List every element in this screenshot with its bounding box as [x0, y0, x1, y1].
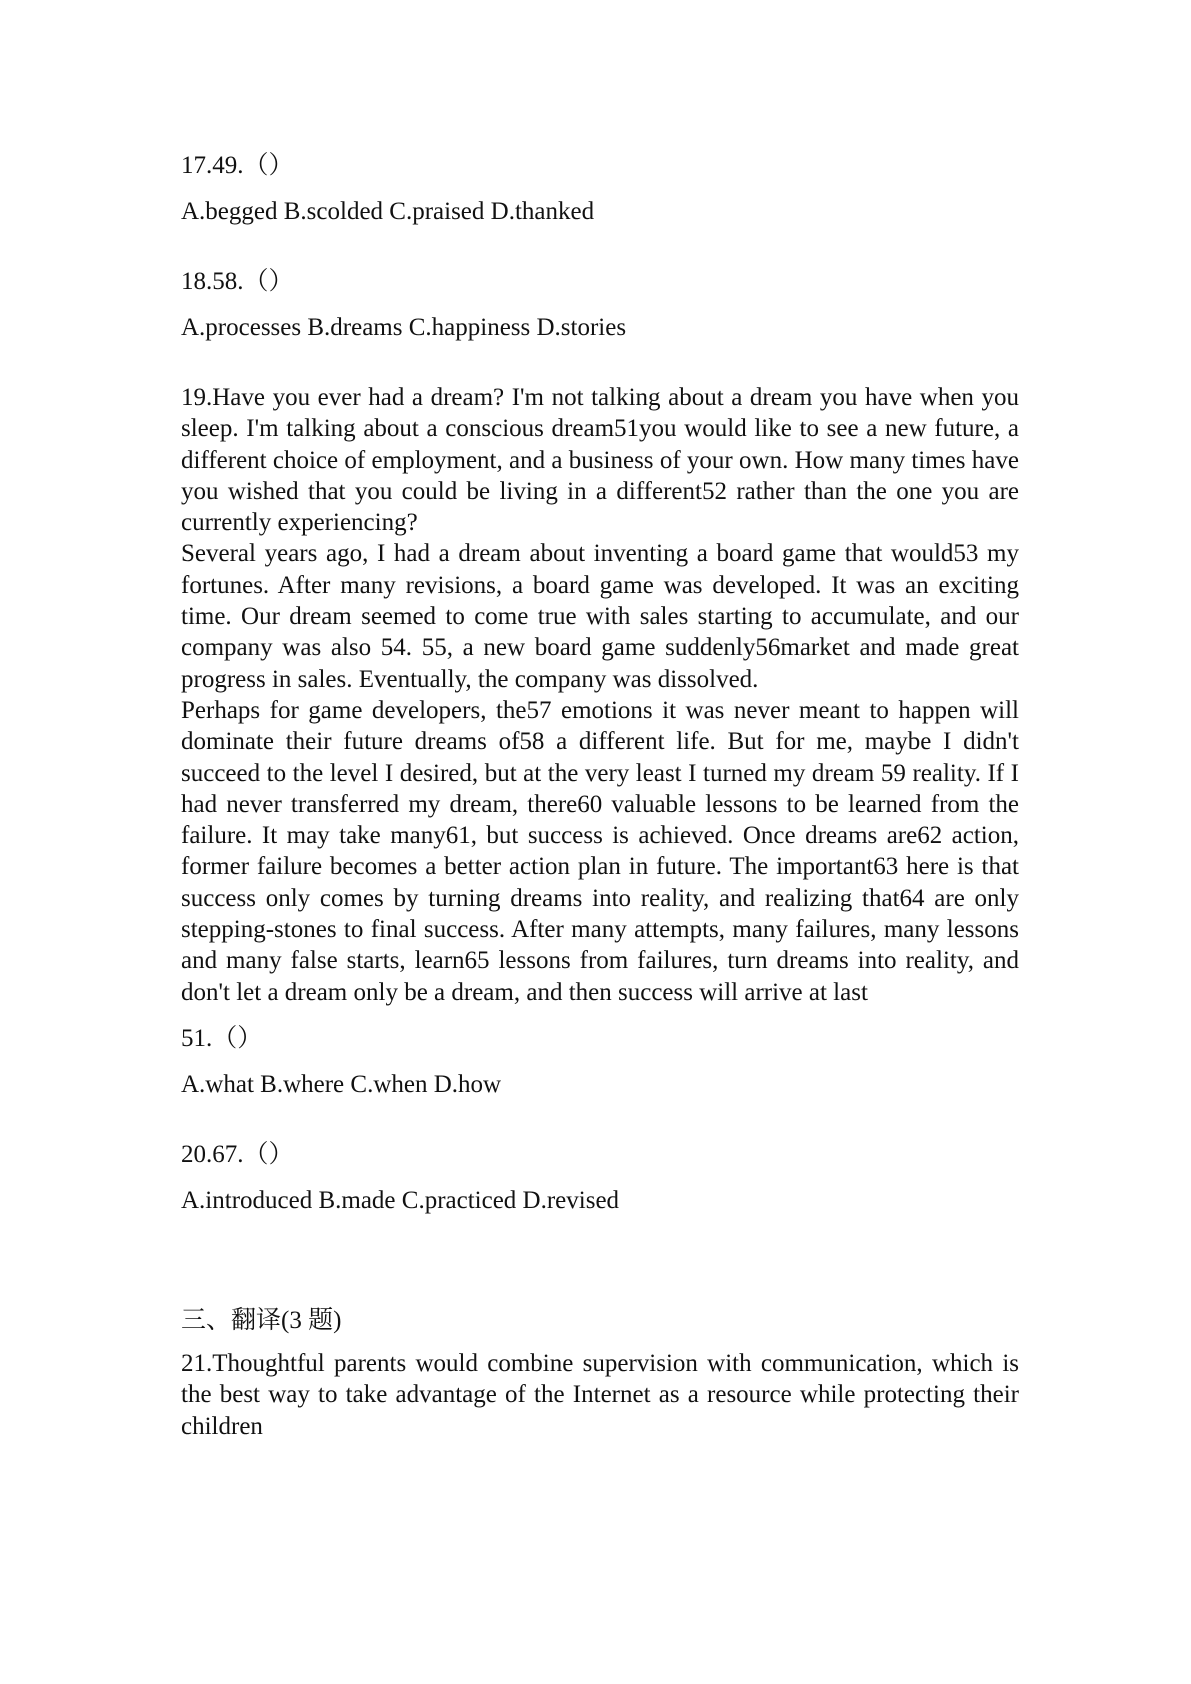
question-20-options: A.introduced B.made C.practiced D.revised [181, 1186, 620, 1214]
question-18-options: A.processes B.dreams C.happiness D.stories [181, 314, 627, 341]
question-21-text: 21.Thoughtful parents would combine supervision with communication, which is the best way to take advantage of the Internet as a resource while protecting their children [181, 1349, 1019, 1440]
question-20-number: 20.67.（） [181, 1140, 294, 1168]
passage-paragraph-2: Several years ago, I had a dream about inventing a board game that would53 my fortunes. After many revisions, a board game was developed. It was an exciting time. Our dream seemed to come true with sales starting to accumulate, and our company was also 54. 55, a new board game suddenly56market and made great progress in sales. Eventually, the company was dissolved. [181, 540, 1019, 693]
passage-paragraph-1: 19.Have you ever had a dream? I'm not talking about a dream you have when you sleep. I'm talking about a conscious dream51you would like to see a new future, a different choice of employment, and a business of your own. How many times have you wished that you could be living in a different52 rather than the one you are currently experiencing? [181, 384, 1019, 537]
question-51-options: A.what B.where C.when D.how [181, 1070, 502, 1098]
passage-paragraph-3: Perhaps for game developers, the57 emotions it was never meant to happen will dominate their future dreams of58 a different life. But for me, maybe I didn't succeed to the level I desired, but at the very least I turned my dream 59 reality. If I had never transferred my dream, there60 valuable lessons to be learned from the failure. It may take many61, but success is achieved. Once dreams are62 action, former failure becomes a better action plan in future. The important63 here is that success only comes by turning dreams into reality, and realizing that64 are only stepping-stones to final success. After many attempts, many failures, many lessons and many false starts, learn65 lessons from failures, turn dreams into reality, and don't let a dream only be a dream, and then success will arrive at last [181, 696, 1019, 1006]
question-18-number: 18.58.（） [181, 268, 294, 295]
question-17-number: 17.49.（） [181, 152, 294, 179]
question-51-number: 51.（） [181, 1024, 263, 1052]
question-17-options: A.begged B.scolded C.praised D.thanked [181, 198, 595, 225]
question-19-passage [181, 382, 1019, 1008]
section-3-heading: 三、翻译(3 题) [181, 1306, 342, 1334]
section-spacer [181, 1255, 1019, 1305]
page-content [181, 150, 1019, 1442]
